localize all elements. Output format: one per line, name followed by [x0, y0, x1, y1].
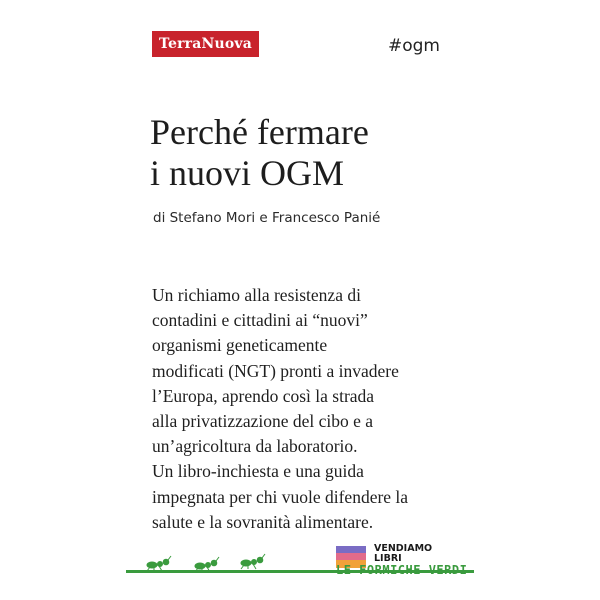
blurb-line: l’Europa, aprendo così la strada — [152, 385, 375, 406]
series-tag: #ogm — [388, 36, 440, 56]
blurb-line: salute e la sovranità alimentare. — [152, 511, 374, 532]
blurb-line: organismi geneticamente — [152, 335, 328, 356]
blurb — [152, 283, 462, 535]
ant-icon — [147, 556, 171, 571]
store-badge — [336, 543, 468, 578]
badge-line-2: LIBRI — [374, 553, 402, 564]
blurb-line: Un libro-inchiesta e una guida — [152, 461, 364, 482]
badge-line-1: VENDIAMO — [374, 543, 433, 554]
blurb-line: impegnata per chi vuole difendere la — [152, 486, 409, 507]
title-line: Perché fermare — [150, 112, 369, 152]
blurb-line: alla privatizzazione del cibo e a — [152, 411, 374, 432]
book-title — [150, 112, 450, 194]
blurb-line: contadini e cittadini ai “nuovi” — [152, 310, 368, 331]
store-brand: LE FORMICHE VERDI — [336, 563, 468, 577]
blurb-line: modificati (NGT) pronti a invadere — [152, 360, 399, 381]
blurb-line: Un richiamo alla resistenza di — [152, 285, 361, 305]
authors: di Stefano Mori e Francesco Panié — [153, 210, 381, 226]
ant-icon — [241, 554, 265, 569]
publisher-logo: TerraNuova — [152, 31, 259, 57]
blurb-line: un’agricoltura da laboratorio. — [152, 436, 358, 457]
title-line: i nuovi OGM — [150, 153, 345, 193]
